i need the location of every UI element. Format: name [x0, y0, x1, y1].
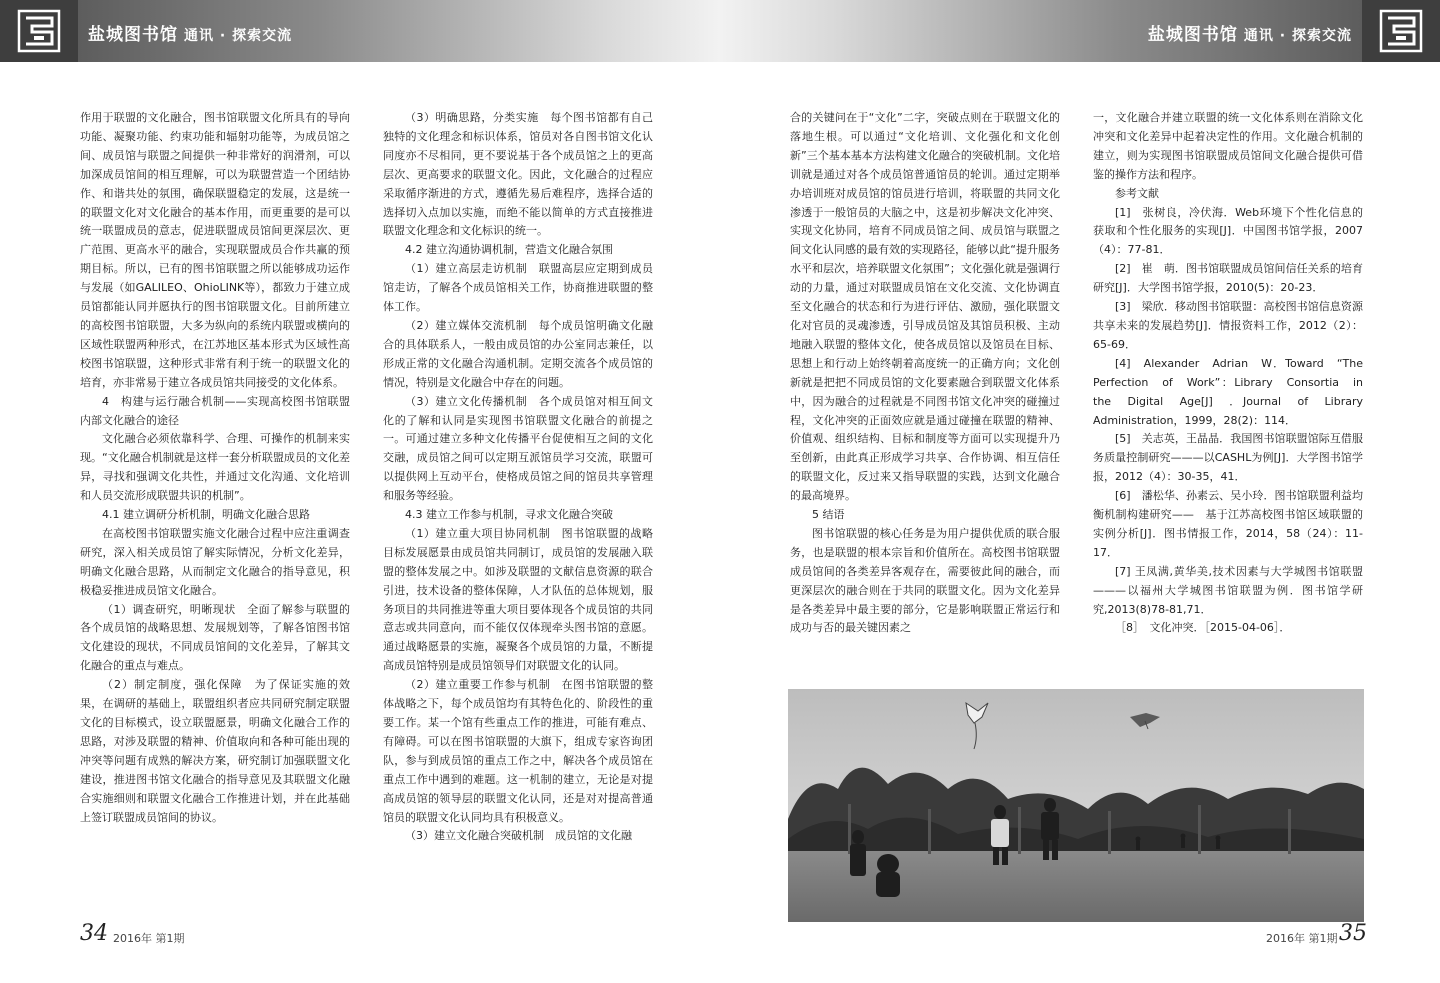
library-logo-icon	[0, 0, 78, 62]
issue-label-left: 2016年 第1期	[113, 932, 185, 945]
article-column-3	[790, 109, 1060, 638]
reference-item: ［8］ 文化冲突．［2015-04-06］．	[1115, 621, 1291, 635]
paragraph: （3）明确思路，分类实施 每个图书馆都有自己独特的文化理念和标识体系，馆员对各自图书馆文化认同度亦不尽相同，更不要说基于各个成员馆之上的更高层次、更高要求的联盟文化。因此，文化融合的过程应采取循序渐进的方式，遵循先易后难程序，选择合适的选择切入点加以实施，而绝不能以简单的方式直接推进联盟文化理念和文化标识的统一。	[383, 111, 653, 238]
subsection-heading: 4.3 建立工作参与机制，寻求文化融合突破	[405, 508, 613, 522]
page-number-left: 34	[80, 921, 108, 946]
paragraph: （1）调查研究，明晰现状 全面了解参与联盟的各个成员馆的战略思想、发展规划等，了解各馆图书馆文化建设的现状，不同成员馆间的文化差异，了解其文化融合的重点与难点。	[80, 602, 350, 673]
paragraph: 一，文化融合并建立联盟的统一文化体系则在消除文化冲突和文化差异中起着决定性的作用。文化融合机制的建立，则为实现图书馆联盟成员馆间文化融合提供可借鉴的操作方法和程序。	[1093, 111, 1363, 181]
subsection-heading: 4.2 建立沟通协调机制，营造文化融合氛围	[405, 243, 613, 257]
library-logo-icon	[1362, 0, 1440, 62]
header-brand-left	[88, 20, 292, 45]
paragraph: （2）建立重要工作参与机制 在图书馆联盟的整体战略之下，每个成员馆均有其特色化的、阶段性的重要工作。某一个馆有些重点工作的推进，可能有难点、有障碍。可以在图书馆联盟的大旗下，组成专家咨询团队，参与到成员馆的重点工作之中，解决各个成员馆在重点工作中遇到的难题。这一机制的建立，无论是对提高成员馆的领导层的联盟文化认同，还是对对提高普通馆员的联盟文化认同均具有积极意义。	[383, 678, 653, 824]
reference-item: [6] 潘松华、孙素云、吴小玲．图书馆联盟利益均衡机制构建研究—— 基于江苏高校图书馆区域联盟的实例分析[J]．图书情报工作，2014，58（24）：11-17．	[1093, 489, 1363, 559]
paragraph: （2）制定制度，强化保障 为了保证实施的效果，在调研的基础上，联盟组织者应共同研究制定联盟文化的目标模式，设立联盟愿景，明确文化融合工作的思路，对涉及联盟的精神、价值取向和各种可能出现的冲突等问题有成熟的解决方案，研究制订加强联盟文化建设，推进图书馆文化融合的指导意见及其联盟文化融合实施细则和联盟文化融合工作推进计划，并在此基础上签订联盟成员馆间的协议。	[80, 678, 350, 824]
reference-item: [4] Alexander Adrian W．Toward “The Perfection of Work”：Library Consortia in the Digital Age[J] ．Journal of Library Administration，1999，28(2)：114．	[1093, 356, 1374, 427]
paragraph: （3）建立文化融合突破机制 成员馆的文化融	[405, 829, 632, 843]
paragraph: （2）建立媒体交流机制 每个成员馆明确文化融合的具体联系人，一般由成员馆的办公室同志兼任，以形成正常的文化融合沟通机制。定期交流各个成员馆的情况，特别是文化融合中存在的问题。	[383, 318, 653, 389]
section-heading: 5 结语	[812, 508, 845, 522]
section-name: 通讯 · 探索交流	[184, 28, 293, 44]
kite-park-photo	[788, 689, 1364, 922]
subsection-heading: 4.1 建立调研分析机制，明确文化融合思路	[102, 508, 310, 522]
reference-item: [1] 张树良，冷伏海．Web环境下个性化信息的获取和个性化服务的实现[J]．中国图书馆学报，2007（4）：77-81．	[1093, 205, 1363, 257]
reference-item: [7] 王凤满,黄华美,技术因素与大学城图书馆联盟———以福州大学城图书馆联盟为例．图书馆学研究,2013(8)78-81,71．	[1093, 564, 1363, 616]
paragraph: 作用于联盟的文化融合，图书馆联盟文化所具有的导向功能、凝聚功能、约束功能和辐射功能等，为成员馆之间、成员馆与联盟之间提供一种非常好的润滑剂，可以加深成员馆间的相互理解，可以为联盟营造一个团结协作、和谐共处的氛围，确保联盟稳定的发展，这是统一的联盟文化对文化融合的基本作用，而更重要的是可以统一联盟成员的意志，促进联盟成员馆间更深层次、更广范围、更高水平的融合，实现联盟成员合作共赢的预期目标。所以，已有的图书馆联盟之所以能够成功运作与发展（如GALILEO、OhioLINK等），都致力于建立成员馆都能认同并愿执行的图书馆联盟文化。目前所建立的高校图书馆联盟，大多为纵向的系统内联盟或横向的区域性联盟两种形式，在江苏地区基本形式为区域性高校图书馆联盟，这种形式非常有利于统一的联盟文化的培育，亦非常易于建立各成员馆共同接受的文化体系。	[80, 111, 350, 389]
paragraph: （1）建立高层走访机制 联盟高层应定期到成员馆走访，了解各个成员馆相关工作，协商推进联盟的整体工作。	[383, 262, 653, 314]
paragraph: （3）建立文化传播机制 各个成员馆对相互间文化的了解和认同是实现图书馆联盟文化融合的前提之一。可通过建立多种文化传播平台促使相互之间的文化交融，成员馆之间可以定期互派馆员学习交流，联盟可以提供网上互动平台，使格成员馆之间的馆员共享管理和服务等经验。	[383, 394, 653, 503]
page-header	[0, 0, 1440, 62]
issue-label-right: 2016年 第1期	[1266, 932, 1338, 945]
section-heading: 4 构建与运行融合机制——实现高校图书馆联盟内部文化融合的途径	[80, 394, 350, 427]
brand-name: 盐城图书馆	[1147, 25, 1238, 45]
paragraph: 图书馆联盟的核心任务是为用户提供优质的联合服务，也是联盟的根本宗旨和价值所在。高校图书馆联盟成员馆间的各类差异客观存在，需要彼此间的融合，而更深层次的融合则在于共同的联盟文化。因为文化差异是各类差异中最主要的部分，它是影响联盟正常运行和成功与否的最关键因素之	[790, 526, 1060, 635]
page-number-right: 35	[1339, 921, 1367, 946]
brand-name: 盐城图书馆	[88, 25, 178, 45]
article-column-4	[1093, 109, 1374, 638]
paragraph: 合的关键问在于“文化”二字，突破点则在于联盟文化的落地生根。可以通过“文化培训、文化强化和文化创新”三个基本基本方法构建文化融合的突破机制。文化培训就是通过对各个成员馆普通馆员的轮训。通过定期举办培训班对成员馆的馆员进行培训，将联盟的共同文化渗透于一般馆员的大脑之中，这是初步解决文化冲突、实现文化协同，培育不同成员馆之间、成员馆与联盟之间文化认同感的最有效的实现路径，能够以此“提升服务水平和层次，培养联盟文化氛围”；文化强化就是强调行动的力量，通过对联盟成员馆在文化交流、文化协调直至文化融合的状态和行为进行评估、激励，强化联盟文化对官员的灵魂渗透，引导成员馆及其馆员积极、主动地融入联盟的整体文化，使各成员馆以及馆员在目标、思想上和行动上始终朝着高度统一的正确方向；文化创新就是把把不同成员馆的文化要素融合到联盟文化体系中，因为融合的过程就是不同图书馆文化冲突的碰撞过程，文化冲突的正面效应就是通过碰撞在联盟的精神、价值观、组织结构、目标和制度等方面可以实现提升乃至创新，由此真正形成学习共享、合作协调、相互信任的联盟文化，反过来又指导联盟的实践，达到文化融合的最高境界。	[790, 111, 1060, 503]
paragraph: 在高校图书馆联盟实施文化融合过程中应注重调查研究，深入相关成员馆了解实际情况，分析文化差异，明确文化融合思路，从而制定文化融合的指导意见，积极稳妥推进成员馆文化融合。	[80, 526, 350, 597]
reference-item: [2] 崔 萌．图书馆联盟成员馆间信任关系的培育研究[J]．大学图书馆学报，2010(5)：20-23．	[1093, 262, 1363, 295]
reference-item: [5] 关志英，王晶晶．我国图书馆联盟馆际互借服务质量控制研究———以CASHL为例[J]．大学图书馆学报，2012（4）：30-35，41．	[1093, 432, 1363, 484]
paragraph: （1）建立重大项目协同机制 图书馆联盟的战略目标发展愿景由成员馆共同制订，成员馆的发展融入联盟的整体发展之中。如涉及联盟的文献信息资源的联合引进，技术设备的整体保障，人才队伍的总体规划，服务项目的共同推进等重大项目要体现各个成员馆的共同意志或共同意向，而不能仅仅体现牵头图书馆的意愿。通过战略愿景的实施，凝聚各个成员馆的力量，不断提高成员馆特别是成员馆领导们对联盟文化的认同。	[383, 526, 653, 673]
section-name: 通讯 · 探索交流	[1243, 28, 1352, 44]
article-column-1	[80, 109, 350, 827]
article-column-2	[383, 109, 653, 846]
paragraph: 文化融合必须依靠科学、合理、可操作的机制来实现。“文化融合机制就是这样一套分析联盟成员的文化差异，寻找和强调文化共性，并通过文化沟通、文化培训和人员交流形成联盟共识的机制”。	[80, 432, 350, 503]
references-heading: 参考文献	[1115, 186, 1159, 200]
reference-item: [3] 梁欣．移动图书馆联盟：高校图书馆信息资源共享未来的发展趋势[J]．情报资料工作，2012（2）：65-69．	[1093, 300, 1363, 351]
header-brand-right	[1148, 20, 1352, 45]
